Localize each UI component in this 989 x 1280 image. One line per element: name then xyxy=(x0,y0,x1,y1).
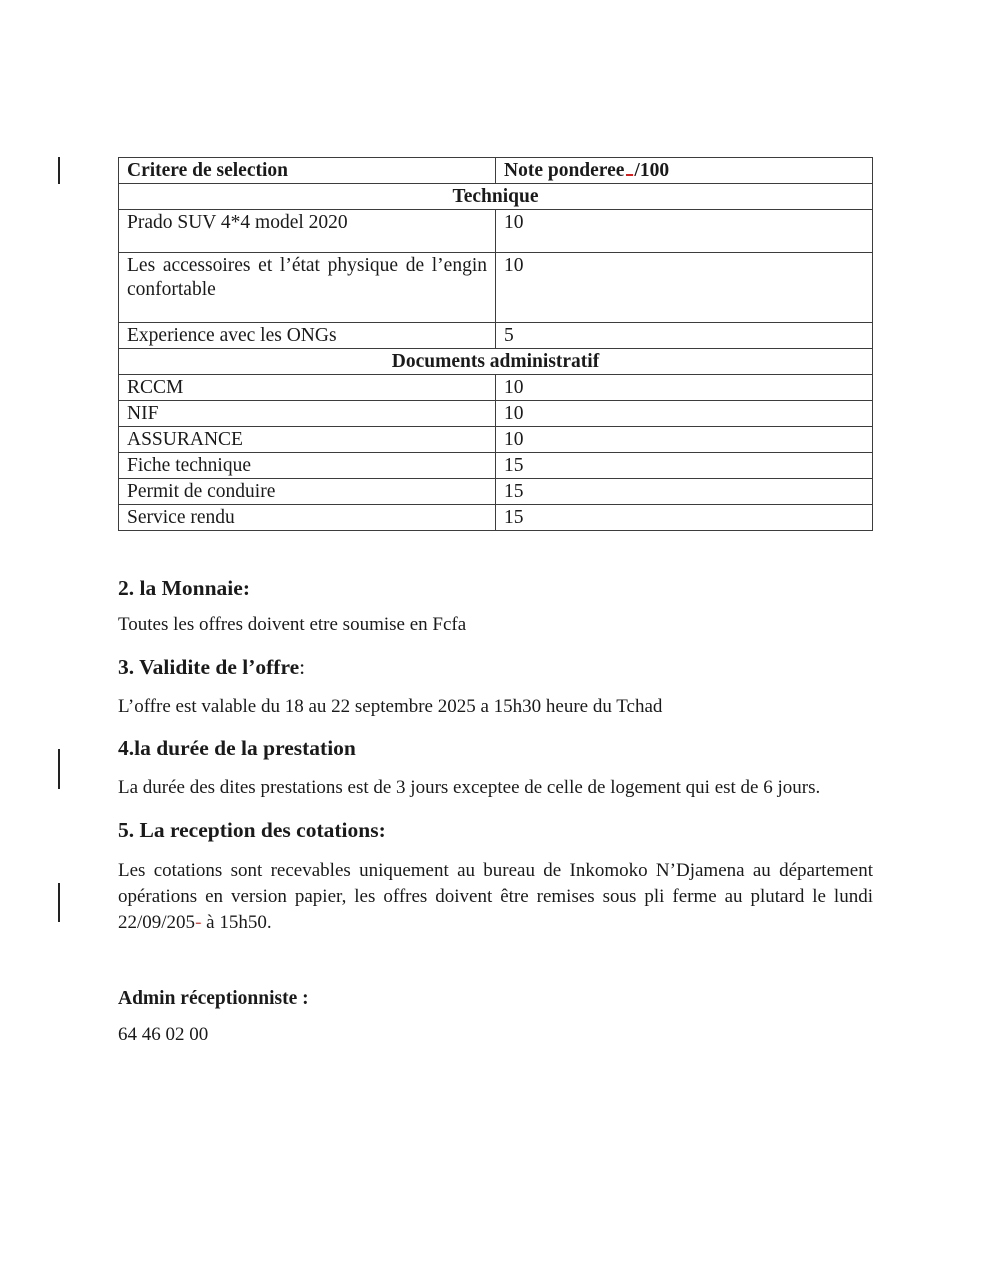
table-row xyxy=(119,505,873,531)
section-row-technique xyxy=(119,184,873,210)
note-cell: 10 xyxy=(496,375,873,401)
table-row xyxy=(119,253,873,323)
tracked-change-underline xyxy=(626,174,633,176)
criteria-cell: Service rendu xyxy=(119,505,496,531)
section-row-documents xyxy=(119,349,873,375)
paragraph-reception xyxy=(118,858,873,936)
documents-section-title: Documents administratif xyxy=(119,349,873,375)
revision-change-bar xyxy=(58,883,60,922)
paragraph-reception-line-3 xyxy=(118,910,873,936)
criteria-cell: Experience avec les ONGs xyxy=(119,323,496,349)
reception-time: à 15h50. xyxy=(201,912,272,933)
paragraph-duree: La durée des dites prestations est de 3 jours exceptee de celle de logement qui est de 6 jours. xyxy=(118,777,821,798)
heading-monnaie: 2. la Monnaie: xyxy=(118,576,250,600)
note-header-cell xyxy=(496,158,873,184)
heading-validite xyxy=(118,653,873,681)
heading-duree: 4.la durée de la prestation xyxy=(118,736,356,760)
heading-contact: Admin réceptionniste : xyxy=(118,988,309,1009)
note-cell: 15 xyxy=(496,479,873,505)
note-header-label: Note ponderee xyxy=(504,160,625,181)
contact-phone-number: 64 46 02 00 xyxy=(118,1024,209,1045)
note-cell: 10 xyxy=(496,427,873,453)
table-row xyxy=(119,323,873,349)
reception-date: 22/09/205 xyxy=(118,912,196,933)
criteria-cell: NIF xyxy=(119,401,496,427)
table-row xyxy=(119,427,873,453)
paragraph-reception-line-2: opérations en version papier, les offres doivent être remises sous pli ferme au plutard le lundi xyxy=(118,886,873,907)
note-cell: 15 xyxy=(496,505,873,531)
note-cell: 15 xyxy=(496,453,873,479)
note-cell: 10 xyxy=(496,401,873,427)
paragraph-reception-line-1: Les cotations sont recevables uniquement au bureau de Inkomoko N’Djamena au département xyxy=(118,860,873,881)
criteria-cell xyxy=(119,253,496,323)
heading-reception: 5. La reception des cotations: xyxy=(118,818,386,842)
note-cell: 10 xyxy=(496,253,873,323)
table-row xyxy=(119,453,873,479)
technique-section-title: Technique xyxy=(119,184,873,210)
note-header-suffix: /100 xyxy=(634,160,670,181)
criteria-cell: Permit de conduire xyxy=(119,479,496,505)
criteria-header-cell: Critere de selection xyxy=(119,158,496,184)
criteria-cell-line-2: confortable xyxy=(127,279,216,300)
paragraph-validite: L’offre est valable du 18 au 22 septembre 2025 a 15h30 heure du Tchad xyxy=(118,696,663,717)
criteria-cell: ASSURANCE xyxy=(119,427,496,453)
table-row xyxy=(119,479,873,505)
heading-validite-text: 3. Validite de l’offre xyxy=(118,655,300,679)
table-row xyxy=(119,401,873,427)
table-row xyxy=(119,375,873,401)
tracked-change-deleted-dash: - xyxy=(195,912,202,933)
criteria-cell: RCCM xyxy=(119,375,496,401)
note-cell: 10 xyxy=(496,210,873,253)
criteria-cell: Fiche technique xyxy=(119,453,496,479)
revision-change-bar xyxy=(58,749,60,789)
table-header-row xyxy=(119,158,873,184)
table-row xyxy=(119,210,873,253)
document-content xyxy=(118,157,873,1048)
selection-criteria-table xyxy=(118,157,873,531)
criteria-cell-line-1: Les accessoires et l’état physique de l’engin xyxy=(127,255,487,276)
note-cell: 5 xyxy=(496,323,873,349)
revision-change-bar xyxy=(58,157,60,184)
criteria-cell: Prado SUV 4*4 model 2020 xyxy=(119,210,496,253)
heading-validite-colon: : xyxy=(299,655,306,679)
paragraph-monnaie: Toutes les offres doivent etre soumise en Fcfa xyxy=(118,614,467,635)
